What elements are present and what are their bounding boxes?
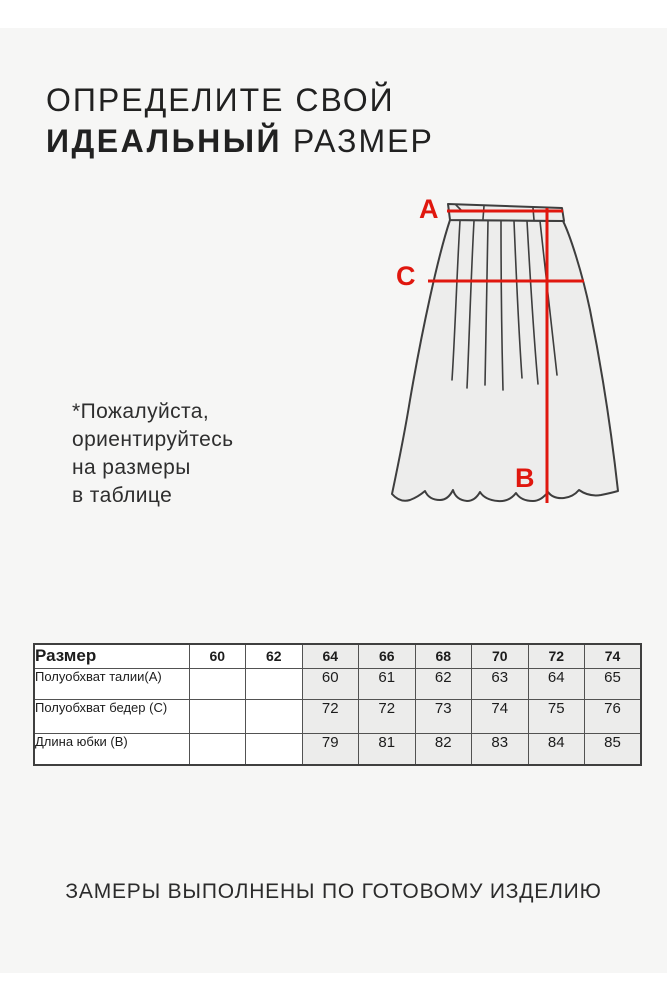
top-white-strip <box>0 0 667 28</box>
row-label-waist: Полуобхват талии(А) <box>34 668 189 699</box>
table-header-size-label: Размер <box>34 644 189 668</box>
note-line: ориентируйтесь <box>72 428 234 451</box>
table-cell <box>189 733 246 765</box>
note-text <box>72 398 234 510</box>
table-cell: 74 <box>472 699 529 733</box>
measure-label-c: C <box>396 261 416 291</box>
table-cell: 81 <box>359 733 416 765</box>
table-cell: 83 <box>472 733 529 765</box>
table-cell <box>246 668 303 699</box>
skirt-body-shape <box>392 220 618 501</box>
table-cell: 60 <box>302 668 359 699</box>
table-cell: 79 <box>302 733 359 765</box>
infographic-canvas <box>0 28 667 973</box>
size-table <box>33 643 642 766</box>
bottom-white-strip <box>0 973 667 1000</box>
table-row-hips <box>34 699 641 733</box>
measure-label-a: A <box>419 194 439 224</box>
page-title <box>46 80 434 162</box>
table-cell: 65 <box>585 668 642 699</box>
size-column-header: 72 <box>528 644 585 668</box>
table-cell: 85 <box>585 733 642 765</box>
skirt-diagram <box>385 192 625 522</box>
skirt-sketch-svg <box>385 192 625 522</box>
table-cell: 63 <box>472 668 529 699</box>
row-label-length: Длина юбки (В) <box>34 733 189 765</box>
table-cell: 72 <box>302 699 359 733</box>
table-cell <box>246 733 303 765</box>
table-cell: 76 <box>585 699 642 733</box>
table-cell: 82 <box>415 733 472 765</box>
table-cell: 75 <box>528 699 585 733</box>
size-column-header: 64 <box>302 644 359 668</box>
note-line: на размеры <box>72 456 191 479</box>
table-cell <box>189 699 246 733</box>
table-row-length <box>34 733 641 765</box>
table-cell: 73 <box>415 699 472 733</box>
table-cell: 84 <box>528 733 585 765</box>
table-cell <box>246 699 303 733</box>
table-cell: 72 <box>359 699 416 733</box>
footer-text: ЗАМЕРЫ ВЫПОЛНЕНЫ ПО ГОТОВОМУ ИЗДЕЛИЮ <box>65 880 602 903</box>
table-cell: 64 <box>528 668 585 699</box>
row-label-hips: Полуобхват бедер (С) <box>34 699 189 733</box>
size-column-header: 70 <box>472 644 529 668</box>
title-line-2-regular: РАЗМЕР <box>282 123 434 159</box>
size-column-header: 60 <box>189 644 246 668</box>
table-header-row <box>34 644 641 668</box>
title-line-2-bold: ИДЕАЛЬНЫЙ <box>46 123 283 159</box>
size-column-header: 62 <box>246 644 303 668</box>
size-column-header: 68 <box>415 644 472 668</box>
table-cell <box>189 668 246 699</box>
table-cell: 62 <box>415 668 472 699</box>
size-column-header: 74 <box>585 644 642 668</box>
table-cell: 61 <box>359 668 416 699</box>
title-line-1: ОПРЕДЕЛИТЕ СВОЙ <box>46 82 395 118</box>
size-column-header: 66 <box>359 644 416 668</box>
note-line: в таблице <box>72 484 173 507</box>
measure-label-b: B <box>515 463 535 493</box>
table-row-waist <box>34 668 641 699</box>
note-line: *Пожалуйста, <box>72 400 210 423</box>
